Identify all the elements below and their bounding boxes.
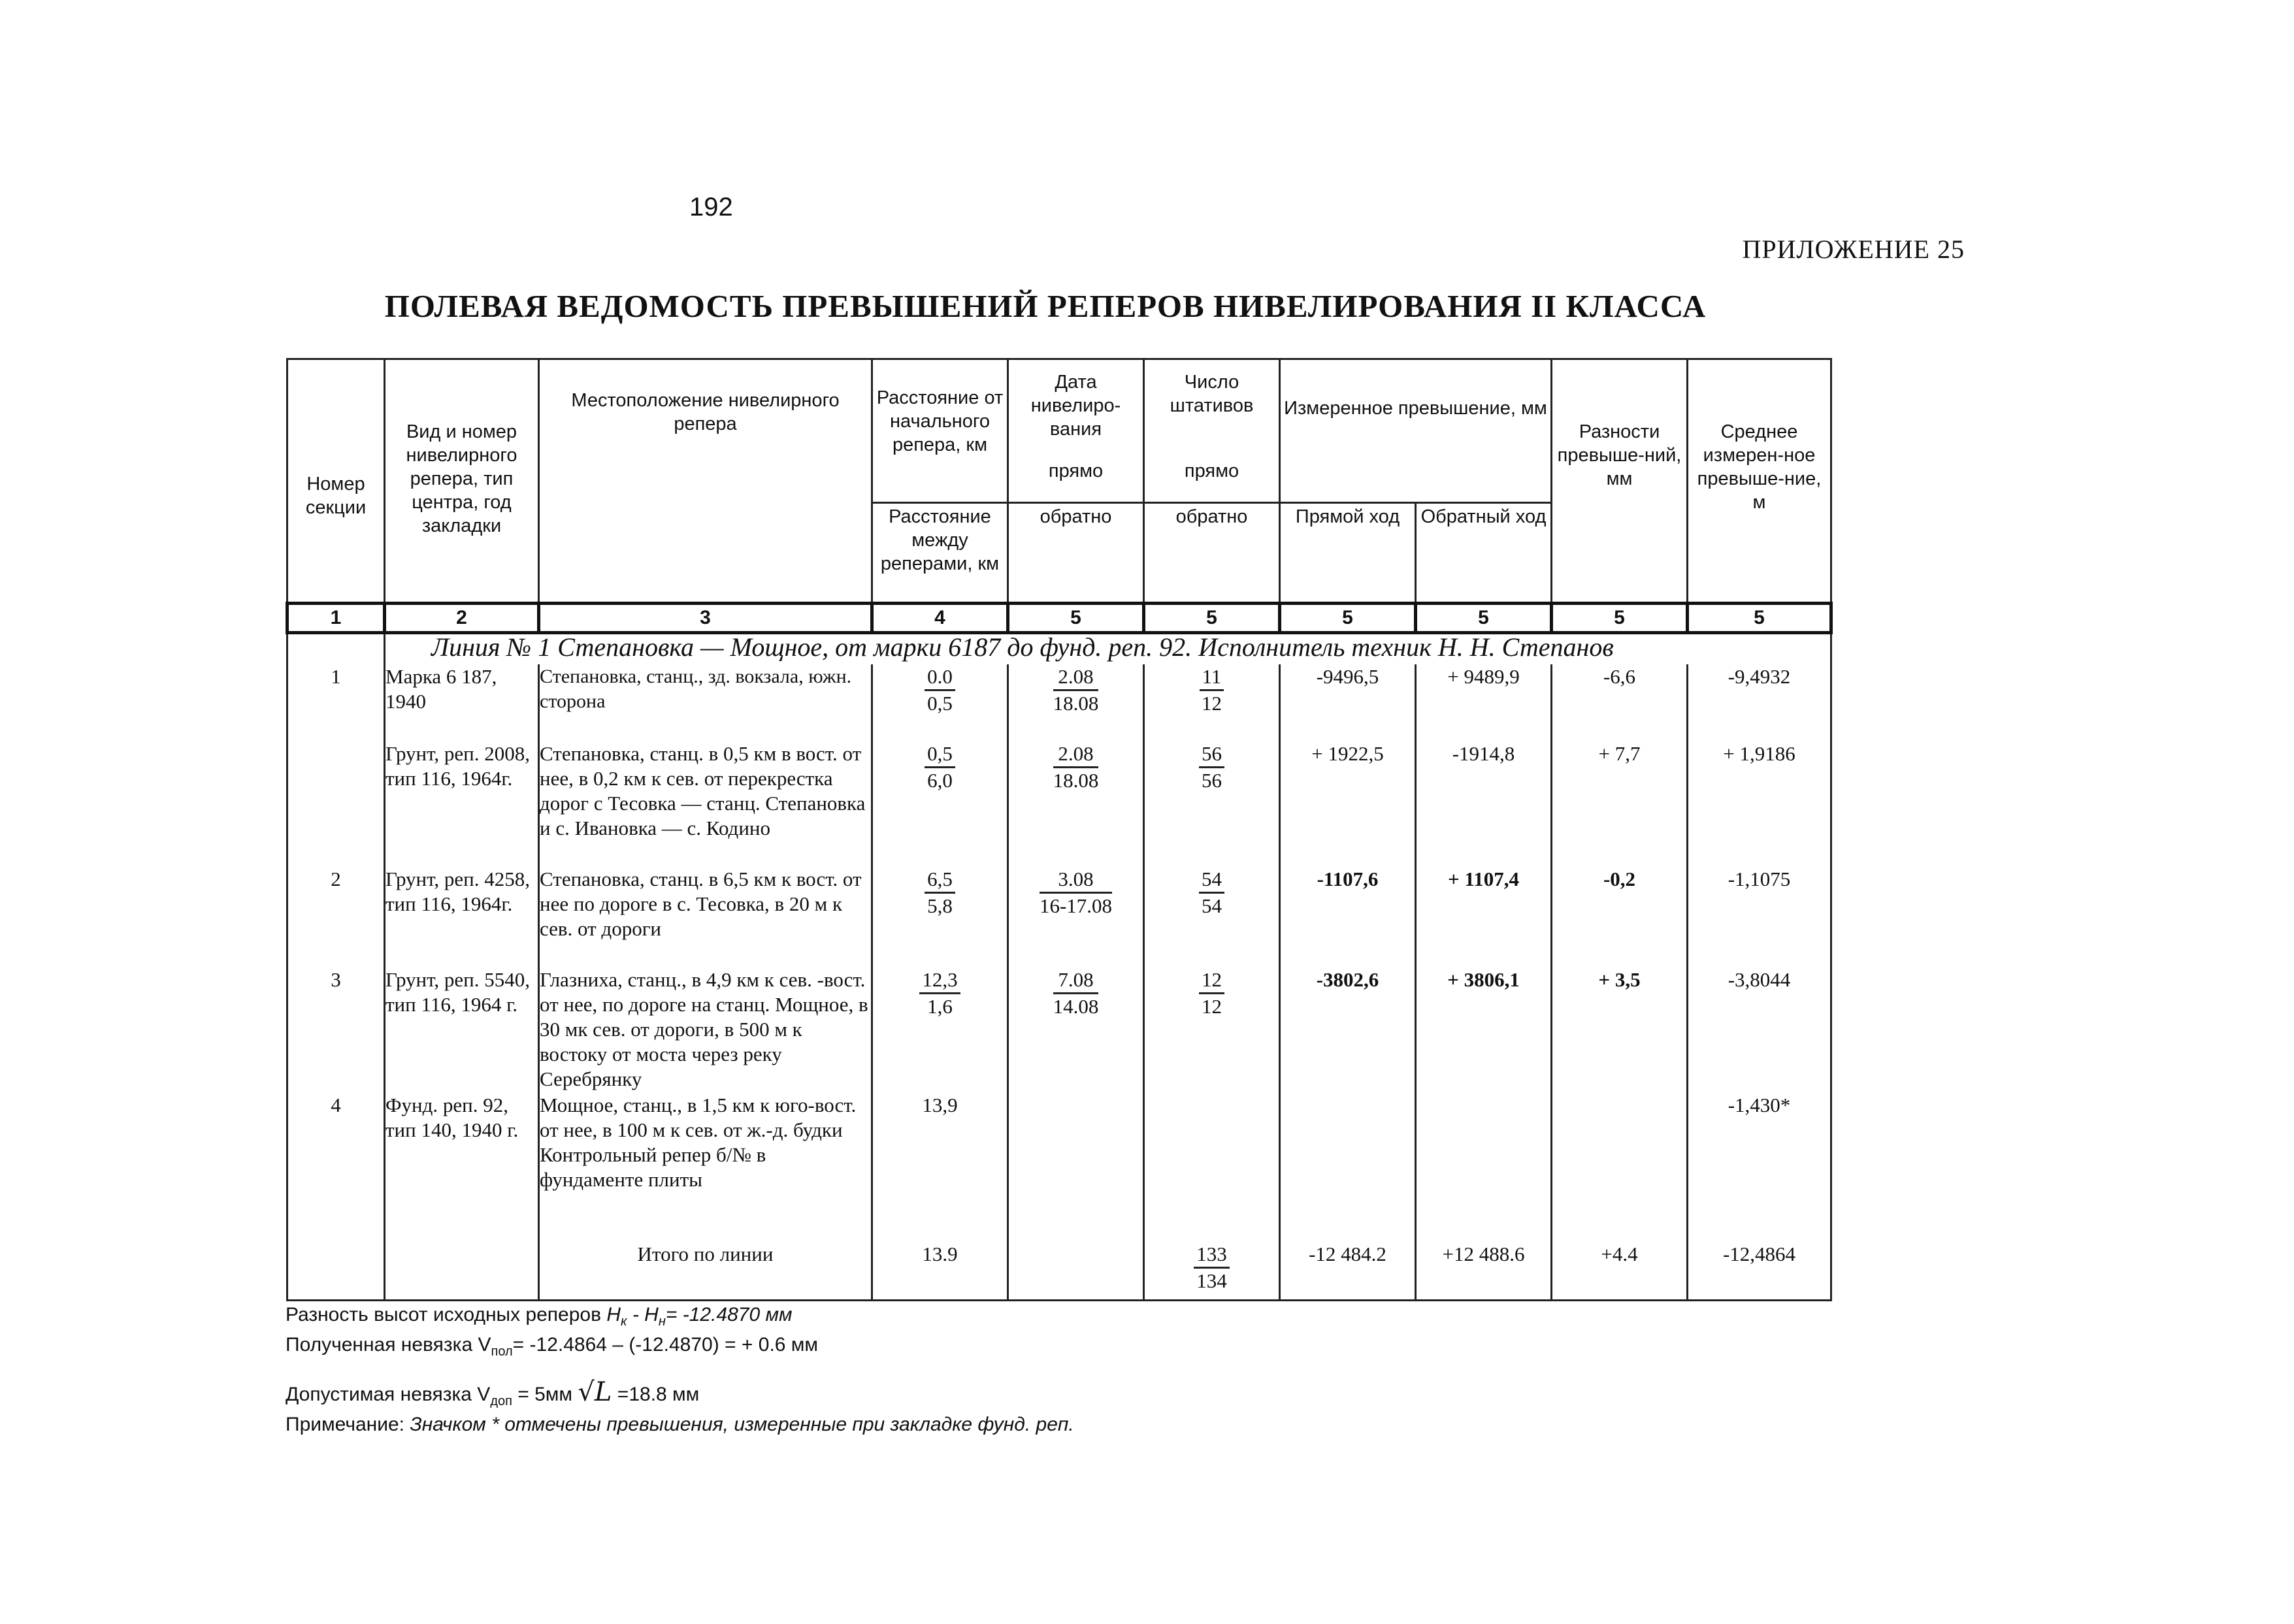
line-title-cell [385,633,1831,664]
mean-value: -3,8044 [1688,967,1831,1093]
header-section-no: Номер секции [287,359,385,604]
col-number: 5 [1008,604,1144,633]
header-measured-forward: Прямой ход [1280,503,1416,604]
benchmark-type: Грунт, реп. 4258, тип 116, 1964г. [385,867,539,967]
col-number: 3 [539,604,872,633]
sqrt-length-symbol: √L [578,1377,612,1407]
distance: $\frac{6,5}{5,8}$ [872,867,1008,967]
line-title: Линия № 1 Степановка — Мощное, от марки 6187 до фунд. реп. 92. Исполнитель техник Н. Н. Степанов [431,632,1614,662]
section-no: 2 [287,867,385,967]
header-mean: Среднее измерен-ное превыше-ние, м [1688,359,1831,604]
table-row [287,664,1831,741]
distance: $\frac{0,5}{6,0}$ [872,741,1008,867]
header-stations: Число штативов прямо [1144,359,1280,503]
total-mean: -12,4864 [1688,1242,1831,1301]
mean-value: -1,430* [1688,1093,1831,1242]
header-measured-back: Обратный ход [1416,503,1552,604]
total-row [287,1242,1831,1301]
mean-value: -9,4932 [1688,664,1831,741]
col-number: 5 [1280,604,1416,633]
date: $\frac{2.08}{18.08}$ [1008,741,1144,867]
column-numbers-row [287,604,1831,633]
levelling-table [286,358,1833,1301]
header-stations-back: обратно [1144,503,1280,604]
note-obtained-misclosure: Полученная невязка $V_{пол}= -12.4864 - (-12.4870)$ = + 0.6 мм [286,1334,819,1359]
benchmark-type: Грунт, реп. 5540, тип 116, 1964 г. [385,967,539,1093]
col-number: 5 [1552,604,1688,633]
date [1008,1093,1144,1242]
back-run [1416,1093,1552,1242]
page-number: 192 [689,193,733,221]
note-allowed-misclosure: Допустимая невязка $V_{доп} = 5мм$ √L =18.8 мм [286,1377,700,1408]
stations: $\frac{11}{12}$ [1144,664,1280,741]
col-number: 4 [872,604,1008,633]
benchmark-location: Степановка, станц., зд. вокзала, южн. сторона [539,664,872,741]
benchmark-type: Марка 6 187, 1940 [385,664,539,741]
header-location: Местоположение нивелирного репера [539,359,872,604]
page-title: ПОЛЕВАЯ ВЕДОМОСТЬ ПРЕВЫШЕНИЙ РЕПЕРОВ НИВЕЛИРОВАНИЯ II КЛАССА [384,288,1707,324]
distance: $\frac{12,3}{1,6}$ [872,967,1008,1093]
col-number: 5 [1144,604,1280,633]
forward-run [1280,1093,1416,1242]
stations: $\frac{54}{54}$ [1144,867,1280,967]
benchmark-type: Грунт, реп. 2008, тип 116, 1964г. [385,741,539,867]
header-dist-from-start: Расстояние от начального репера, км [872,359,1008,503]
total-label: Итого по линии [539,1242,872,1301]
benchmark-type: Фунд. реп. 92, тип 140, 1940 г. [385,1093,539,1242]
forward-run: -3802,6 [1280,967,1416,1093]
appendix-label: ПРИЛОЖЕНИЕ 25 [1742,235,1965,264]
header-date-back: обратно [1008,503,1144,604]
date: $\frac{2.08}{18.08}$ [1008,664,1144,741]
table-row [287,1093,1831,1242]
note-height-difference: Разность высот исходных реперов $H_к - H_н= -12.4870$ мм [286,1304,793,1329]
difference: -6,6 [1552,664,1688,741]
benchmark-location: Мощное, станц., в 1,5 км к юго-вост. от нее, в 100 м к сев. от ж.-д. будки Контрольный репер б/№ в фундаменте плиты [539,1093,872,1242]
difference [1552,1093,1688,1242]
col-number: 5 [1416,604,1552,633]
col-number: 5 [1688,604,1831,633]
header-dist-between: Расстояние между реперами, км [872,503,1008,604]
stations: $\frac{12}{12}$ [1144,967,1280,1093]
difference: + 3,5 [1552,967,1688,1093]
distance: 13,9 [872,1093,1008,1242]
mean-value: + 1,9186 [1688,741,1831,867]
notes-block [286,1303,1074,1437]
total-forward: -12 484.2 [1280,1242,1416,1301]
date: $\frac{3.08}{16-17.08}$ [1008,867,1144,967]
table-row [287,741,1831,867]
back-run: + 3806,1 [1416,967,1552,1093]
benchmark-location: Степановка, станц. в 6,5 км к вост. от нее по дороге в с. Тесовка, в 20 м к сев. от дороги [539,867,872,967]
stations: $\frac{56}{56}$ [1144,741,1280,867]
date: $\frac{7.08}{14.08}$ [1008,967,1144,1093]
total-stations: $\frac{133}{134}$ [1144,1242,1280,1301]
total-back: +12 488.6 [1416,1242,1552,1301]
forward-run: -9496,5 [1280,664,1416,741]
table-row [287,867,1831,967]
section-no [287,741,385,867]
table-row [287,967,1831,1093]
section-no: 1 [287,664,385,741]
difference: -0,2 [1552,867,1688,967]
back-run: + 1107,4 [1416,867,1552,967]
col-number: 1 [287,604,385,633]
benchmark-location: Глазниха, станц., в 4,9 км к сев. -вост. от нее, по дороге на станц. Мощное, в 30 мк сев. от дороги, в 500 м к востоку от моста через реку Серебрянку [539,967,872,1093]
header-differences: Разности превыше-ний, мм [1552,359,1688,604]
col-number: 2 [385,604,539,633]
back-run: -1914,8 [1416,741,1552,867]
forward-run: + 1922,5 [1280,741,1416,867]
total-distance: 13.9 [872,1242,1008,1301]
forward-run: -1107,6 [1280,867,1416,967]
header-measured: Измеренное превышение, мм [1280,359,1552,503]
header-date: Дата нивелиро-вания прямо [1008,359,1144,503]
header-benchmark-type: Вид и номер нивелирного репера, тип центра, год закладки [385,359,539,604]
benchmark-location: Степановка, станц. в 0,5 км в вост. от нее, в 0,2 км к сев. от перекрестка дорог с Тесовка — станц. Степановка и с. Ивановка — с. Кодино [539,741,872,867]
distance: $\frac{0.0}{0,5}$ [872,664,1008,741]
section-no: 4 [287,1093,385,1242]
stations [1144,1093,1280,1242]
back-run: + 9489,9 [1416,664,1552,741]
difference: + 7,7 [1552,741,1688,867]
section-no: 3 [287,967,385,1093]
note-remark: Примечание: Значком * отмечены превышения, измеренные при закладке фунд. реп. [286,1414,1074,1435]
total-difference: +4.4 [1552,1242,1688,1301]
mean-value: -1,1075 [1688,867,1831,967]
